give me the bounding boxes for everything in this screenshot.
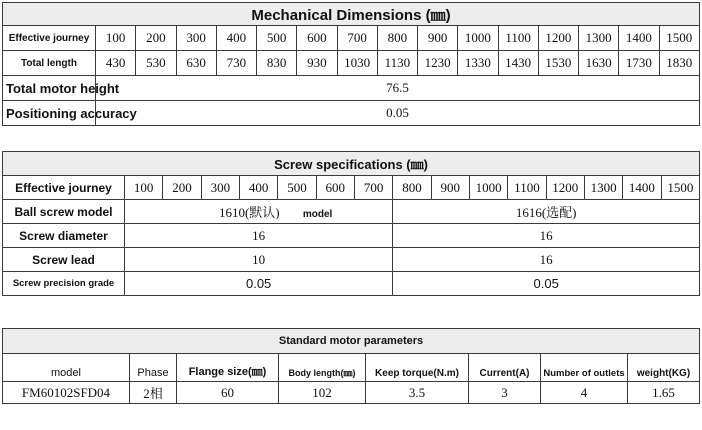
motor-parameters-title: Standard motor parameters [3,329,700,354]
positioning-accuracy-value: 0.05 [96,101,700,126]
table-row [3,101,700,126]
screw-lead-label: Screw lead [3,248,125,272]
table-row [3,200,700,224]
journey-cell: 1000 [469,176,507,200]
total-length-cell: 1730 [619,51,659,76]
journey-cell: 800 [377,26,417,51]
journey-cell: 500 [278,176,316,200]
total-length-cell: 1030 [337,51,377,76]
ball-screw-model-label: Ball screw model [3,200,125,224]
journey-cell: 200 [136,26,176,51]
total-length-cell: 1630 [579,51,619,76]
total-length-cell: 730 [216,51,256,76]
table-row [3,176,700,200]
motor-body-length-cell: 102 [279,382,366,404]
journey-cell: 100 [96,26,136,51]
journey-cell: 1000 [458,26,498,51]
total-length-cell: 630 [176,51,216,76]
screw-lead-value-b: 16 [393,248,700,272]
model-word: model [302,209,333,220]
model-default-value: 1610(默认) [218,205,280,220]
journey-cell: 1100 [508,176,546,200]
journey-cell: 1100 [498,26,538,51]
total-length-cell: 1330 [458,51,498,76]
screw-diameter-value-b: 16 [393,224,700,248]
positioning-accuracy-label: Positioning accuracy [3,101,96,126]
motor-parameters-table [2,328,700,404]
total-length-cell: 1830 [659,51,699,76]
screw-diameter-value-a: 16 [125,224,393,248]
column-header: Current(A) [469,354,541,382]
total-length-cell: 530 [136,51,176,76]
total-length-cell: 1530 [538,51,578,76]
total-length-cell: 1430 [498,51,538,76]
mechanical-dimensions-title: Mechanical Dimensions (㎜) [3,3,700,26]
ball-screw-model-option: 1616(选配) [393,200,700,224]
screw-precision-label: Screw precision grade [3,272,125,296]
motor-height-label: Total motor height [3,76,96,101]
motor-outlets-cell: 4 [541,382,628,404]
journey-cell: 1500 [661,176,699,200]
screw-lead-value-a: 10 [125,248,393,272]
journey-cell: 900 [431,176,469,200]
motor-current-cell: 3 [469,382,541,404]
table-header-row [3,354,700,382]
journey-cell: 1200 [538,26,578,51]
column-header: weight(KG) [628,354,700,382]
journey-cell: 1300 [579,26,619,51]
total-length-cell: 830 [257,51,297,76]
total-length-label: Total length [3,51,96,76]
journey-cell: 400 [216,26,256,51]
motor-torque-cell: 3.5 [366,382,469,404]
journey-cell: 600 [316,176,354,200]
journey-cell: 300 [201,176,239,200]
column-header: Keep torque(N.m) [366,354,469,382]
motor-height-value: 76.5 [96,76,700,101]
journey-cell: 900 [418,26,458,51]
journey-cell: 300 [176,26,216,51]
column-header: model [3,354,130,382]
journey-cell: 100 [125,176,163,200]
journey-cell: 700 [337,26,377,51]
journey-cell: 400 [239,176,277,200]
screw-precision-value-a: 0.05 [125,272,393,296]
journey-cell: 1300 [584,176,622,200]
ball-screw-model-default [125,200,393,224]
motor-phase-cell: 2相 [130,382,177,404]
journey-cell: 200 [163,176,201,200]
journey-cell: 1200 [546,176,584,200]
mechanical-dimensions-table [2,2,700,126]
table-row [3,224,700,248]
screw-diameter-label: Screw diameter [3,224,125,248]
journey-cell: 800 [393,176,431,200]
total-length-cell: 1230 [418,51,458,76]
screw-journey-label: Effective journey [3,176,125,200]
motor-flange-cell: 60 [177,382,279,404]
screw-precision-value-b: 0.05 [393,272,700,296]
total-length-cell: 430 [96,51,136,76]
motor-weight-cell: 1.65 [628,382,700,404]
column-header: Body length(㎜) [279,354,366,382]
table-row [3,26,700,51]
screw-specifications-table [2,151,700,296]
effective-journey-label: Effective journey [3,26,96,51]
table-row [3,272,700,296]
table-row [3,51,700,76]
journey-cell: 600 [297,26,337,51]
table-row [3,382,700,404]
journey-cell: 1400 [623,176,661,200]
motor-model-cell: FM60102SFD04 [3,382,130,404]
total-length-cell: 1130 [377,51,417,76]
journey-cell: 700 [354,176,392,200]
column-header: Flange size(㎜) [177,354,279,382]
journey-cell: 1500 [659,26,699,51]
journey-cell: 500 [257,26,297,51]
total-length-cell: 930 [297,51,337,76]
table-row [3,76,700,101]
table-row [3,248,700,272]
screw-specifications-title: Screw specifications (㎜) [3,152,700,176]
journey-cell: 1400 [619,26,659,51]
column-header: Number of outlets [541,354,628,382]
column-header: Phase [130,354,177,382]
